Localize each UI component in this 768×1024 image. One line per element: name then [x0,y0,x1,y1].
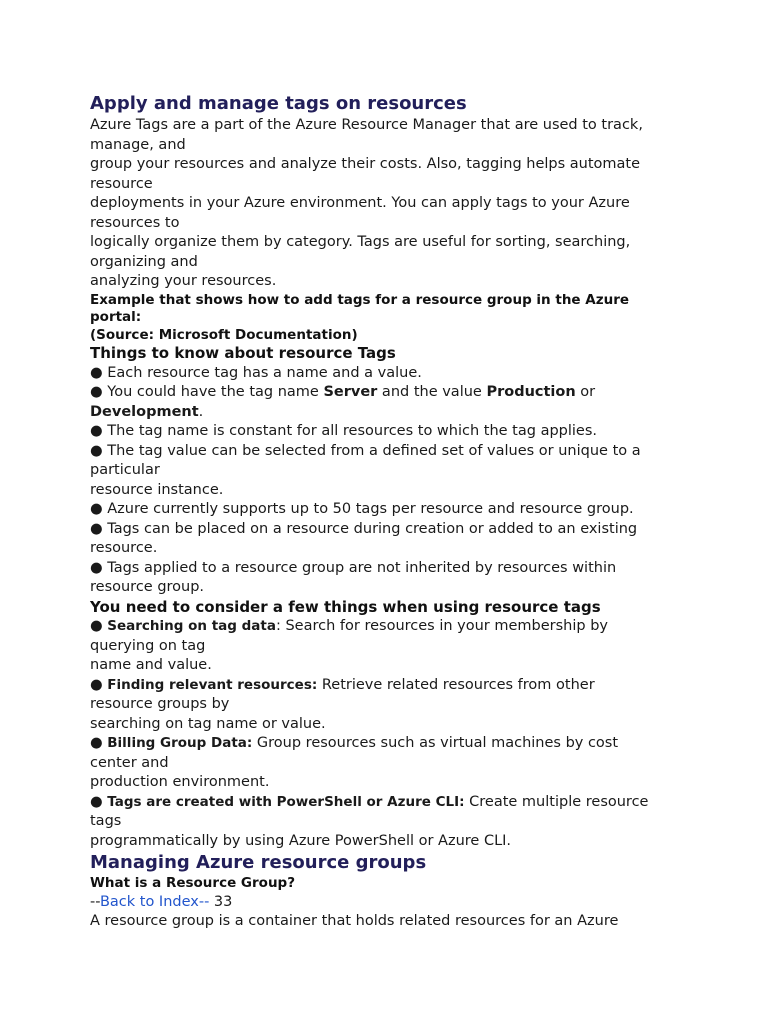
considerations-heading: You need to consider a few things when using resource tags [90,597,601,616]
dashes: -- [90,893,100,910]
consideration-text: Create multiple resource [464,793,649,810]
example-caption: Example that shows how to add tags for a resource group in the Azure [90,291,630,308]
bullet-text: . [198,403,204,420]
bullet-text: ● You could have the tag name [90,384,324,400]
intro-line: organizing and [90,253,198,270]
intro-line: group your resources and analyze their costs. Also, tagging helps automate [90,156,641,172]
resource-group-subheading: What is a Resource Group? [90,875,296,891]
intro-line: resource [90,175,153,192]
consideration-item [90,617,680,637]
intro-line: deployments in your Azure environment. You can apply tags to your Azure [90,195,630,211]
bullet-item-cont: resource instance. [90,481,224,498]
consideration-text: Retrieve related resources from other [317,676,595,693]
bullet-dot: ● [90,618,108,634]
consideration-cont: programmatically by using Azure PowerShell or Azure CLI. [90,832,512,849]
consideration-cont: tags [90,813,122,829]
body-line: A resource group is a container that holds related resources for an Azure [90,913,619,929]
bullet-text: and the value [377,384,487,400]
bullet-item-cont: resource group. [90,579,205,595]
bullet-item: ● The tag name is constant for all resources to which the tag applies. [90,423,598,439]
bullet-text: or [575,384,596,400]
tag-value-production: Production [486,384,576,400]
bullet-item-cont: resource. [90,540,158,556]
consideration-text: : Search for resources in your membership by [275,618,608,634]
consideration-item [90,793,680,813]
document-page [90,92,680,932]
consideration-cont: searching on tag name or value. [90,715,326,732]
page-number: 33 [209,893,233,910]
consideration-title: Finding relevant resources: [107,676,318,693]
section-title-tags: Apply and manage tags on resources [90,93,467,114]
consideration-cont: center and [90,754,169,771]
consideration-cont: resource groups by [90,696,230,712]
intro-line: manage, and [90,136,186,153]
intro-paragraph [90,116,680,292]
bullet-item: ● Tags can be placed on a resource during creation or added to an existing [90,520,638,537]
bullet-item: ● Each resource tag has a name and a value. [90,364,422,381]
consideration-text: Group resources such as virtual machines by cost [252,735,619,751]
consideration-title: Tags are created with PowerShell or Azure CLI: [107,793,465,810]
bullet-item: ● Azure currently supports up to 50 tags per resource and resource group. [90,501,634,517]
consideration-item [90,676,680,696]
things-to-know-heading: Things to know about resource Tags [90,344,396,362]
tag-name-server: Server [323,384,378,400]
section-title-resource-groups: Managing Azure resource groups [90,852,427,873]
consideration-title: Searching on tag data [107,618,276,634]
source-note: (Source: Microsoft Documentation) [90,326,358,343]
consideration-title: Billing Group Data: [107,735,253,751]
bullet-dot: ● [90,676,108,693]
intro-line: Azure Tags are a part of the Azure Resource Manager that are used to track, [90,117,643,133]
tag-value-development: Development [90,403,199,420]
bullet-dot: ● [90,793,108,810]
consideration-cont: querying on tag [90,637,206,654]
bullet-item [90,383,680,403]
consideration-cont: production environment. [90,774,270,790]
example-caption-cont: portal: [90,309,142,325]
intro-line: resources to [90,214,180,231]
intro-line: analyzing your resources. [90,273,277,289]
bullet-item-cont [90,403,680,423]
bullet-dot: ● [90,735,108,751]
back-to-index-row [90,893,680,913]
bullet-item: ● The tag value can be selected from a defined set of values or unique to a [90,442,641,459]
consideration-cont: name and value. [90,657,212,673]
bullet-item-cont: particular [90,462,160,478]
bullet-item: ● Tags applied to a resource group are not inherited by resources within [90,559,617,576]
consideration-item [90,734,680,754]
intro-line: logically organize them by category. Tags are useful for sorting, searching, [90,234,631,250]
back-to-index-link[interactable]: Back to Index-- [99,893,210,910]
